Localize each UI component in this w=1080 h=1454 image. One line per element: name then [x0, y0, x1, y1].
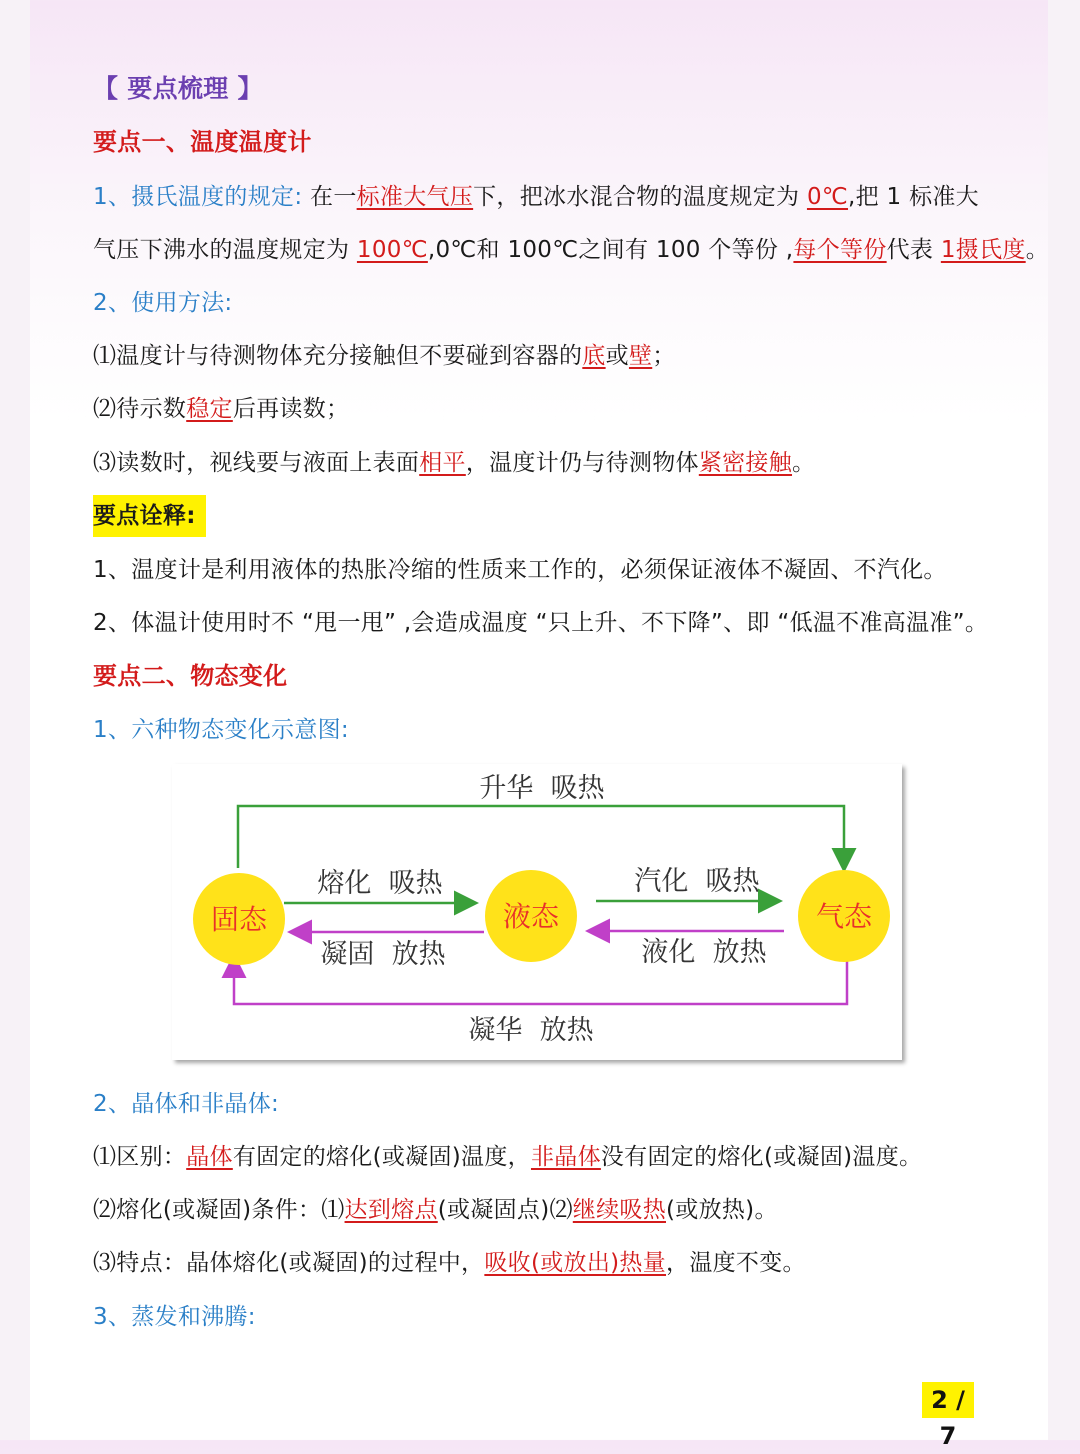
method-1 — [93, 339, 676, 373]
sublimation-arrow — [238, 806, 844, 868]
text: ⑶特点：晶体熔化(或凝固)的过程中， — [93, 1250, 485, 1276]
text: ⑴区别： — [93, 1144, 187, 1170]
crystal-2 — [93, 1193, 778, 1227]
point2-item3-label: 3、蒸发和沸腾: — [93, 1304, 256, 1330]
keyword: 相平 — [419, 450, 466, 476]
liquefaction-label: 液化 放热 — [641, 937, 767, 968]
point1-item1-line2 — [93, 233, 1049, 267]
text: ,把 1 标准大 — [848, 184, 979, 210]
point1-title: 要点一、温度温度计 — [93, 128, 312, 156]
text: 或 — [605, 343, 629, 369]
keyword: 晶体 — [186, 1144, 233, 1170]
keyword: 吸收(或放出)热量 — [484, 1250, 667, 1276]
diagram-svg — [172, 764, 902, 1060]
keyword: 1摄氏度 — [940, 237, 1026, 263]
section-header: 【 要点梳理 】 — [93, 74, 263, 103]
point1-item1-line1 — [93, 180, 979, 214]
text: (或凝固点)⑵ — [437, 1197, 573, 1223]
deposition-label: 凝华 放热 — [468, 1015, 594, 1046]
keyword: 标准大气压 — [356, 184, 474, 210]
keyword: 紧密接触 — [698, 450, 793, 476]
melting-label: 熔化 吸热 — [317, 868, 443, 899]
point2-item1-label: 1、六种物态变化示意图: — [93, 717, 349, 743]
keyword: 壁 — [628, 343, 653, 369]
text: 有固定的熔化(或凝固)温度， — [232, 1144, 531, 1170]
text: 气压下沸水的温度规定为 — [93, 237, 357, 263]
gas-label: 气态 — [815, 900, 873, 933]
crystal-1 — [93, 1140, 922, 1174]
state-change-diagram — [172, 764, 902, 1060]
text: ⑵熔化(或凝固)条件：⑴ — [93, 1197, 345, 1223]
crystal-3 — [93, 1246, 806, 1280]
keyword: 达到熔点 — [344, 1197, 438, 1223]
text: ； — [652, 343, 676, 369]
keyword: 继续吸热 — [572, 1197, 666, 1223]
keyword: 稳定 — [186, 396, 233, 422]
point1-item2-label: 2、使用方法: — [93, 290, 233, 316]
text: ⑴温度计与待测物体充分接触但不要碰到容器的 — [93, 343, 583, 369]
sublimation-label: 升华 吸热 — [479, 773, 605, 804]
text: 。 — [1025, 237, 1049, 263]
text: 。 — [792, 450, 816, 476]
text: ，温度不变。 — [666, 1250, 806, 1276]
keyword: 每个等份 — [793, 237, 887, 263]
page-number: 2 / 7 — [922, 1382, 974, 1418]
text: 在一 — [310, 184, 357, 210]
method-3 — [93, 446, 815, 480]
explain-title-row — [93, 499, 206, 533]
text: 下，把冰水混合物的温度规定为 — [473, 184, 807, 210]
point2-title: 要点二、物态变化 — [93, 662, 288, 690]
text: 代表 — [886, 237, 941, 263]
explain-line-2: 2、体温计使用时不 “甩一甩” ,会造成温度 “只上升、不下降”、即 “低温不准高温准”。 — [93, 610, 989, 636]
text: ,0℃和 100℃之间有 100 个等份 , — [427, 237, 794, 263]
text: ⑵待示数 — [93, 396, 187, 422]
keyword: 底 — [582, 343, 606, 369]
document-page — [30, 0, 1049, 1450]
text: ，温度计仍与待测物体 — [465, 450, 699, 476]
text: 没有固定的熔化(或凝固)温度。 — [600, 1144, 923, 1170]
page-margin-left — [0, 0, 30, 1440]
vaporization-label: 汽化 吸热 — [634, 866, 760, 897]
keyword: 100℃ — [356, 237, 428, 263]
page-margin-right — [1048, 0, 1080, 1440]
method-2 — [93, 392, 349, 426]
text: 后再读数； — [232, 396, 350, 422]
point1-item1-label: 1、摄氏温度的规定: — [93, 184, 303, 210]
text: (或放热)。 — [666, 1197, 778, 1223]
solidification-label: 凝固 放热 — [320, 939, 446, 970]
keyword: 0℃ — [806, 184, 849, 210]
keyword: 非晶体 — [530, 1144, 601, 1170]
point2-item2-label: 2、晶体和非晶体: — [93, 1091, 280, 1117]
text: ⑶读数时，视线要与液面上表面 — [93, 450, 420, 476]
liquid-label: 液态 — [502, 900, 560, 933]
explain-line-1: 1、温度计是利用液体的热胀冷缩的性质来工作的，必须保证液体不凝固、不汽化。 — [93, 557, 947, 583]
solid-label: 固态 — [210, 903, 268, 936]
explain-title: 要点诠释: — [93, 495, 206, 537]
